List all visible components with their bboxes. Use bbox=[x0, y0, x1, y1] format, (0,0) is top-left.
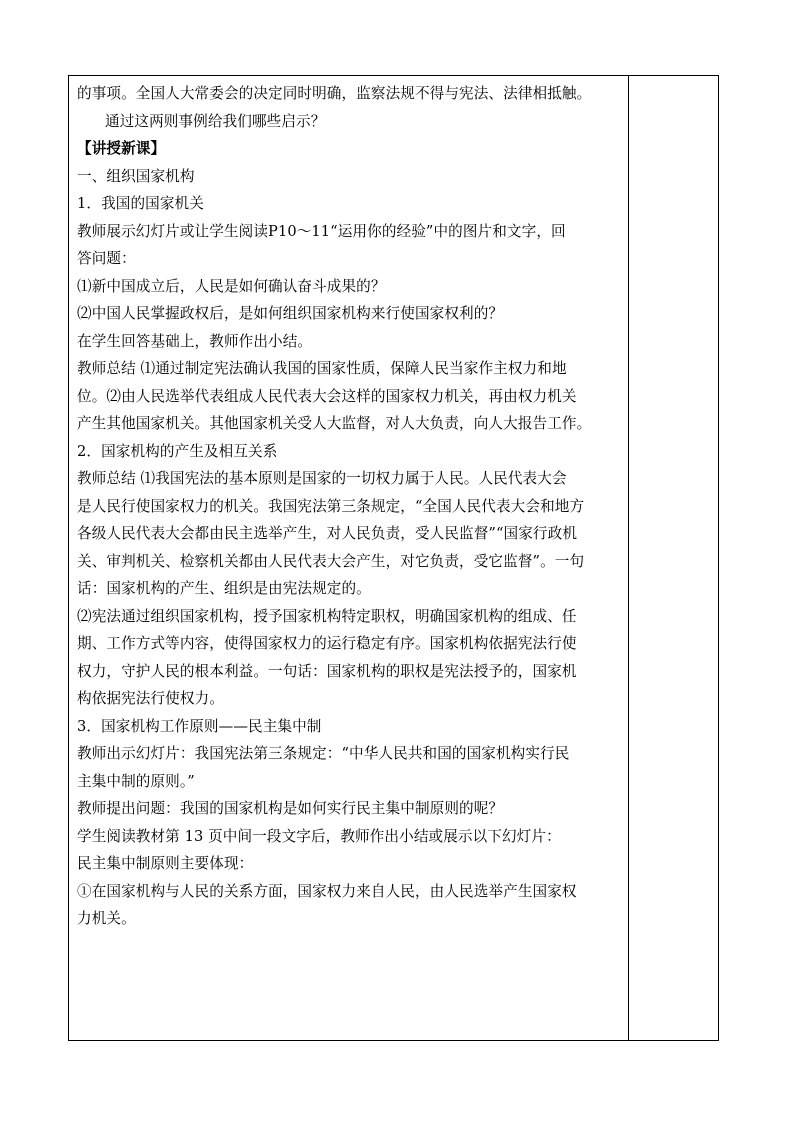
question-item: ⑴新中国成立后，人民是如何确认奋斗成果的？ bbox=[77, 277, 386, 295]
text-line: 权力，守护人民的根本利益。一句话：国家机构的职权是宪法授予的，国家机 bbox=[77, 662, 577, 680]
subheading-state-organs: 1．我国的国家机关 bbox=[77, 195, 204, 212]
text-line: ①在国家机构与人民的关系方面，国家权力来自人民，由人民选举产生国家权 bbox=[77, 882, 577, 900]
text-line: 位。⑵由人民选举代表组成人民代表大会这样的国家权力机关，再由权力机关 bbox=[77, 387, 577, 405]
lesson-content-cell bbox=[77, 80, 623, 933]
text-line: 是人民行使国家权力的机关。我国宪法第三条规定，“全国人民代表大会和地方 bbox=[77, 497, 585, 515]
subheading-organ-relations: 2．国家机构的产生及相互关系 bbox=[77, 442, 278, 460]
text-line: 期、工作方式等内容，使得国家权力的运行稳定有序。国家机构依据宪法行使 bbox=[77, 635, 577, 652]
text-line: 教师总结 ⑴我国宪法的基本原则是国家的一切权力属于人民。人民代表大会 bbox=[77, 470, 567, 487]
text-line: 力机关。 bbox=[77, 910, 136, 927]
text-line: 话：国家机构的产生、组织是由宪法规定的。 bbox=[77, 580, 371, 597]
text-line: 关、审判机关、检察机关都由人民代表大会产生，对它负责，受它监督”。一句 bbox=[77, 552, 585, 570]
text-line: 教师总结 ⑴通过制定宪法确认我国的国家性质，保障人民当家作主权力和地 bbox=[77, 360, 567, 377]
lesson-plan-table bbox=[68, 75, 719, 1041]
text-line: 教师提出问题：我国的国家机构是如何实行民主集中制原则的呢？ bbox=[77, 800, 504, 817]
text-line: 产生其他国家机关。其他国家机关受人大监督，对人大负责，向人大报告工作。 bbox=[77, 415, 592, 432]
text-line: 主集中制的原则。” bbox=[77, 772, 195, 790]
text-line: 教师展示幻灯片或让学生阅读P10～11“运用你的经验”中的图片和文字，回 bbox=[77, 222, 566, 240]
question-line: 通过这两则事例给我们哪些启示？ bbox=[105, 112, 326, 130]
subheading-democratic-centralism: 3．国家机构工作原则——民主集中制 bbox=[77, 717, 322, 735]
text-line: ⑵宪法通过组织国家机构，授予国家机构特定职权，明确国家机构的组成、任 bbox=[77, 607, 577, 625]
column-divider bbox=[628, 76, 629, 1040]
text-line: 学生阅读教材第 13 页中间一段文字后，教师作出小结或展示以下幻灯片： bbox=[77, 827, 561, 845]
section-heading: 【讲授新课】 bbox=[77, 140, 166, 157]
text-line: 的事项。全国人大常委会的决定同时明确，监察法规不得与宪法、法律相抵触。 bbox=[77, 85, 592, 102]
question-item: ⑵中国人民掌握政权后，是如何组织国家机构来行使国家权利的？ bbox=[77, 305, 504, 322]
text-line: 教师出示幻灯片：我国宪法第三条规定：“中华人民共和国的国家机构实行民 bbox=[77, 745, 570, 762]
text-line: 构依据宪法行使权力。 bbox=[77, 690, 224, 707]
heading-organize-state-organs: 一、组织国家机构 bbox=[77, 167, 195, 185]
text-line: 在学生回答基础上，教师作出小结。 bbox=[77, 332, 313, 350]
text-line: 各级人民代表大会都由民主选举产生，对人民负责，受人民监督”“国家行政机 bbox=[77, 525, 578, 542]
text-line: 民主集中制原则主要体现： bbox=[77, 855, 254, 872]
text-line: 答问题： bbox=[77, 250, 136, 267]
